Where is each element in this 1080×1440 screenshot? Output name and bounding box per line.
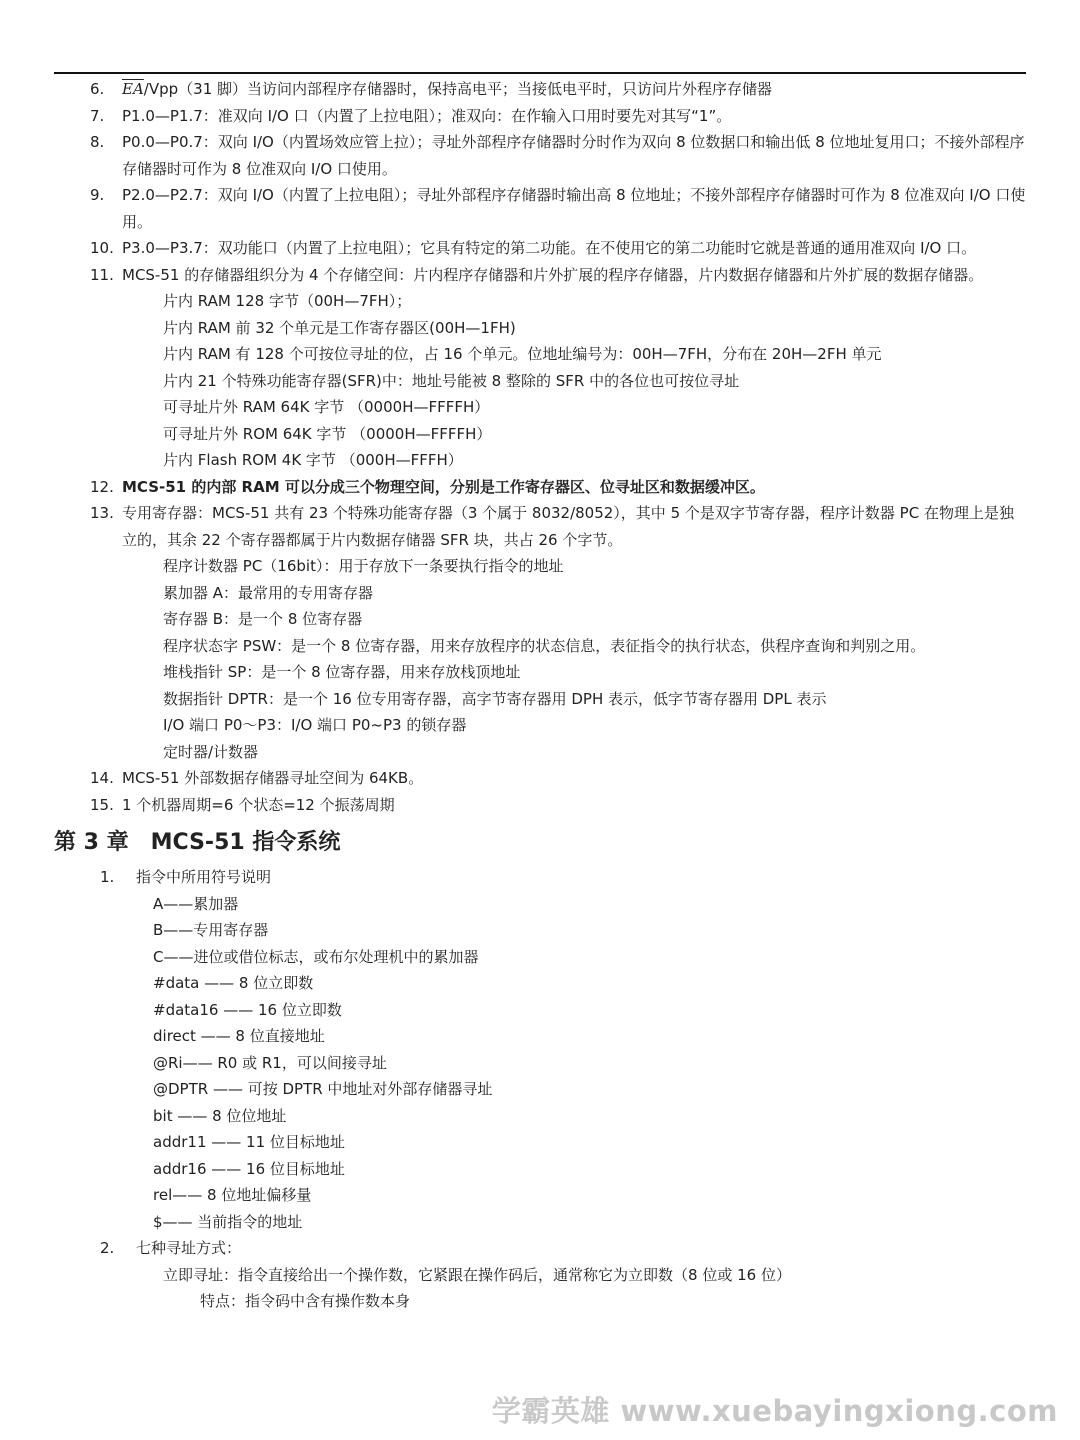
list-item-11: [0, 262, 1080, 289]
memory-line: 片内 21 个特殊功能寄存器(SFR)中：地址号能被 8 整除的 SFR 中的各位也可按位寻址: [163, 371, 740, 390]
memory-line: 可寻址片外 RAM 64K 字节 （0000H—FFFFH）: [163, 398, 490, 416]
symbol-line: addr16 —— 16 位目标地址: [153, 1159, 345, 1178]
item-number: 7.: [90, 106, 105, 125]
item-number: 1.: [100, 868, 115, 886]
list-item-12: [0, 474, 1080, 501]
symbol-line: @DPTR —— 可按 DPTR 中地址对外部存储器寻址: [153, 1080, 493, 1098]
list-item-9: [0, 182, 1080, 235]
symbol-line: direct —— 8 位直接地址: [153, 1027, 325, 1045]
list-item-13: [0, 500, 1080, 553]
symbol-line: @Ri—— R0 或 R1，可以间接寻址: [153, 1053, 387, 1072]
item-text: 专用寄存器：MCS-51 共有 23 个特殊功能寄存器（3 个属于 8032/8052），其中 5 个是双字节寄存器，程序计数器 PC 在物理上是独立的，其余 22 个寄存器都属于片内数据存储器 SFR 块，共占 26 个字节。: [122, 504, 1014, 549]
list-item-15: [0, 792, 1080, 819]
item-number: 15.: [90, 795, 114, 814]
register-line: 数据指针 DPTR：是一个 16 位专用寄存器，高字节寄存器用 DPH 表示，低字节寄存器用 DPL 表示: [163, 689, 827, 708]
memory-line: 片内 RAM 前 32 个单元是工作寄存器区(00H—1FH): [163, 318, 516, 337]
list-item-10: [0, 235, 1080, 262]
item-number: 8.: [90, 133, 105, 151]
ea-overline: $\overline{EA}$: [122, 80, 144, 98]
chapter-item-1: [0, 864, 1080, 891]
item-text: MCS-51 的存储器组织分为 4 个存储空间：片内程序存储器和片外扩展的程序存储器，片内数据存储器和片外扩展的数据存储器。: [122, 265, 984, 284]
watermark: 学霸英雄 www.xuebayingxiong.com: [491, 1394, 1058, 1428]
item-number: 14.: [90, 769, 114, 787]
list-item-14: [0, 765, 1080, 792]
item-number: 11.: [90, 265, 114, 284]
item-text: P1.0—P1.7：准双向 I/O 口（内置了上拉电阻）；准双向：在作输入口用时要先对其写“1”。: [122, 106, 732, 125]
item-number: 2.: [100, 1239, 115, 1257]
memory-line: 可寻址片外 ROM 64K 字节 （0000H—FFFFH）: [163, 424, 492, 443]
item-text: P0.0—P0.7：双向 I/O（内置场效应管上拉）；寻址外部程序存储器时分时作为双向 8 位数据口和输出低 8 位地址复用口；不接外部程序存储器时可作为 8 位准双向 I/O 口使用。: [122, 133, 1025, 178]
item-number: 9.: [90, 186, 105, 204]
item-number: 10.: [90, 239, 114, 257]
chapter-item-2: [0, 1235, 1080, 1262]
addressing-line: 立即寻址：指令直接给出一个操作数，它紧跟在操作码后，通常称它为立即数（8 位或 16 位）: [163, 1265, 791, 1284]
register-line: I/O 端口 P0～P3：I/O 端口 P0~P3 的锁存器: [163, 716, 467, 734]
symbol-line: #data —— 8 位立即数: [153, 974, 314, 992]
symbol-line: $—— 当前指令的地址: [153, 1212, 303, 1231]
item-text: 1 个机器周期=6 个状态=12 个振荡周期: [122, 795, 395, 814]
memory-line: 片内 RAM 有 128 个可按位寻址的位，占 16 个单元。位地址编号为：00H—7FH，分布在 20H—2FH 单元: [163, 345, 882, 363]
item-text: MCS-51 外部数据存储器寻址空间为 64KB。: [122, 769, 424, 787]
item-number: 12.: [90, 477, 114, 496]
register-line: 寄存器 B：是一个 8 位寄存器: [163, 610, 363, 628]
symbol-line: addr11 —— 11 位目标地址: [153, 1133, 345, 1151]
register-line: 程序状态字 PSW：是一个 8 位寄存器，用来存放程序的状态信息，表征指令的执行状态，供程序查询和判别之用。: [163, 636, 926, 655]
chapter-title: MCS-51 指令系统: [150, 830, 341, 855]
item-number: 6.: [90, 80, 105, 98]
memory-line: 片内 RAM 128 字节（00H—7FH）；: [163, 292, 412, 310]
header-rule: [54, 72, 1026, 74]
symbol-line: rel—— 8 位地址偏移量: [153, 1186, 312, 1204]
item-text: MCS-51 的内部 RAM 可以分成三个物理空间，分别是工作寄存器区、位寻址区和数据缓冲区。: [122, 477, 765, 496]
list-item-6: [0, 76, 1080, 103]
item-text: P2.0—P2.7：双向 I/O（内置了上拉电阻）；寻址外部程序存储器时输出高 8 位地址；不接外部程序存储器时可作为 8 位准双向 I/O 口使用。: [122, 186, 1026, 231]
list-item-7: [0, 103, 1080, 130]
item-text: /Vpp（31 脚）当访问内部程序存储器时，保持高电平；当接低电平时，只访问片外程序存储器: [143, 80, 773, 98]
register-line: 程序计数器 PC（16bit）：用于存放下一条要执行指令的地址: [163, 557, 564, 575]
list-item-8: [0, 129, 1080, 182]
symbol-line: bit —— 8 位位地址: [153, 1106, 287, 1125]
register-line: 定时器/计数器: [163, 742, 259, 761]
item-text: 指令中所用符号说明: [136, 868, 272, 886]
addressing-feature: 特点：指令码中含有操作数本身: [200, 1292, 411, 1310]
symbol-line: C——进位或借位标志，或布尔处理机中的累加器: [153, 947, 479, 966]
register-line: 累加器 A：最常用的专用寄存器: [163, 583, 374, 602]
symbol-line: #data16 —— 16 位立即数: [153, 1000, 342, 1019]
document-page: [0, 76, 1080, 1315]
chapter-heading: [0, 828, 1080, 858]
register-line: 堆栈指针 SP：是一个 8 位寄存器，用来存放栈顶地址: [163, 663, 521, 681]
chapter-label: 第 3 章: [54, 830, 129, 855]
item-text: 七种寻址方式：: [136, 1239, 242, 1257]
symbol-line: A——累加器: [153, 894, 239, 913]
symbol-line: B——专用寄存器: [153, 921, 269, 939]
memory-line: 片内 Flash ROM 4K 字节 （000H—FFFH）: [163, 451, 463, 469]
item-number: 13.: [90, 504, 114, 522]
item-text: P3.0—P3.7：双功能口（内置了上拉电阻）；它具有特定的第二功能。在不使用它的第二功能时它就是普通的通用准双向 I/O 口。: [122, 239, 977, 257]
